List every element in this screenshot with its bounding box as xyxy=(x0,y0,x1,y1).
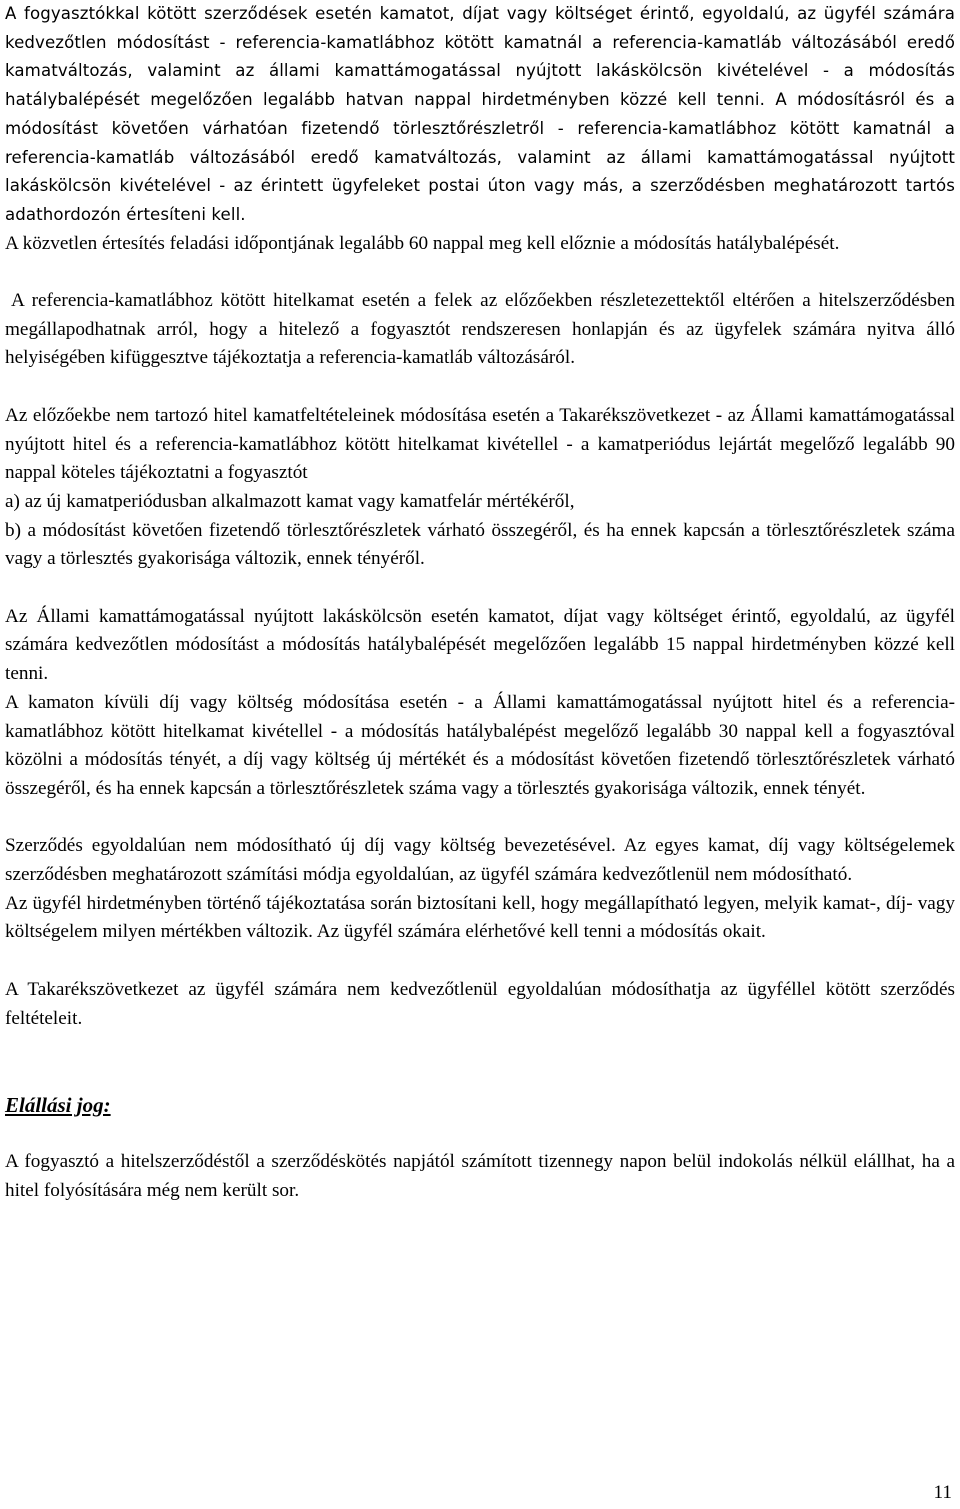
spacer xyxy=(5,258,955,287)
paragraph-fee-modification: A kamaton kívüli díj vagy költség módosítása esetén - a Állami kamattámogatással nyújtott hitel és a referencia-kamatlábhoz kötött hitelkamat kivétellel - a módosítás hatálybalépést megelőző legalább 30 nappal kell a fogyasztóval közölni a módosítás tényét, a díj vagy költség új mértékét és a módosítást követően fizetendő törlesztőrészletek várható összegéről, és ha ennek kapcsán a törlesztőrészletek száma vagy a törlesztés gyakorisága változik, ennek tényét. xyxy=(5,691,955,799)
spacer xyxy=(5,1033,955,1062)
paragraph-announcement: Az ügyfél hirdetményben történő tájékoztatása során biztosítani kell, hogy megállapítható legyen, melyik kamat-, díj- vagy költségelem milyen mértékben változik. Az ügyfél számára elérhetővé kell tenni a módosítás okait. xyxy=(5,892,955,943)
paragraph-state-subsidy: Az Állami kamattámogatással nyújtott lakáskölcsön esetén kamatot, díjat vagy költséget érintő, egyoldalú, az ügyfél számára kedvezőtlen módosítást a módosítás hatálybalépését megelőzően legalább 15 nappal hirdetményben közzé kell tenni. xyxy=(5,605,955,685)
document-page xyxy=(5,0,955,1205)
paragraph-interest-terms: Az előzőekbe nem tartozó hitel kamatfeltételeinek módosítása esetén a Takarékszövetkezet - az Állami kamattámogatással nyújtott hitel és a referencia-kamatlábhoz kötött hitelkamat kivétellel - a kamatperiódus lejártát megelőző legalább 90 nappal köteles tájékoztatni a fogyasztót xyxy=(5,404,955,484)
paragraph-part-notification: A módosításról és a módosítást követően várhatóan fizetendő törlesztőrészletről - referencia-kamatlábhoz kötött kamatnál a referencia-kamatláb változásából eredő kamatváltozás, valamint az állami kamattámogatással nyújtott lakáskölcsön kivételével - az érintett ügyfeleket postai úton vagy más, a szerződésben meghatározott tartós adathordozón értesíteni kell. xyxy=(5,90,956,224)
spacer xyxy=(5,804,955,833)
paragraph-direct-notification: A közvetlen értesítés feladási időpontjának legalább 60 nappal meg kell előznie a módosítás hatálybalépését. xyxy=(5,232,840,254)
page-number: 11 xyxy=(933,1482,952,1503)
paragraph-unilateral-modification xyxy=(5,0,955,230)
spacer xyxy=(5,947,955,976)
spacer xyxy=(5,1119,955,1148)
list-item-a: a) az új kamatperiódusban alkalmazott kamat vagy kamatfelár mértékéről, xyxy=(5,490,575,512)
spacer xyxy=(5,574,955,603)
paragraph-no-new-fees: Szerződés egyoldalúan nem módosítható új díj vagy költség bevezetésével. Az egyes kamat, díj vagy költségelemek szerződésben meghatározott számítási módja egyoldalúan, az ügyfél számára kedvezőtlenül nem módosítható. xyxy=(5,835,955,886)
paragraph-withdrawal-right: A fogyasztó a hitelszerződéstől a szerződéskötés napjától számított tizennegy napon belül indokolás nélkül elállhat, ha a hitel folyósítására még nem került sor. xyxy=(5,1151,955,1201)
section-title-withdrawal: Elállási jog: xyxy=(5,1092,111,1117)
paragraph-part-publication: A fogyasztókkal kötött szerződések esetén kamatot, díjat vagy költséget érintő, egyoldalú, az ügyfél számára kedvezőtlen módosítást - referencia-kamatlábhoz kötött kamatnál a referencia-kamatláb változásából eredő kamatváltozás, valamint az állami kamattámogatással nyújtott lakáskölcsön kivételével - a módosítás hatálybalépését megelőzően legalább hatvan nappal hirdetményben közzé kell tenni. xyxy=(5,4,955,110)
spacer xyxy=(5,1062,955,1091)
paragraph-favorable-modification: A Takarékszövetkezet az ügyfél számára nem kedvezőtlenül egyoldalúan módosíthatja az ügyféllel kötött szerződés feltételeit. xyxy=(5,978,955,1029)
paragraph-reference-rate: A referencia-kamatlábhoz kötött hitelkamat esetén a felek az előzőekben részletezettektől eltérően a hitelszerződésben megállapodhatnak arról, hogy a hitelező a fogyasztót rendszeresen honlapján és az ügyfelek számára nyitva álló helyiségében kifüggesztve tájékoztatja a referencia-kamatláb változásáról. xyxy=(5,290,955,369)
list-item-b: b) a módosítást követően fizetendő törlesztőrészletek várható összegéről, és ha ennek kapcsán a törlesztőrészletek száma vagy a törlesztés gyakorisága változik, ennek tényéről. xyxy=(5,519,955,570)
spacer xyxy=(5,373,955,402)
